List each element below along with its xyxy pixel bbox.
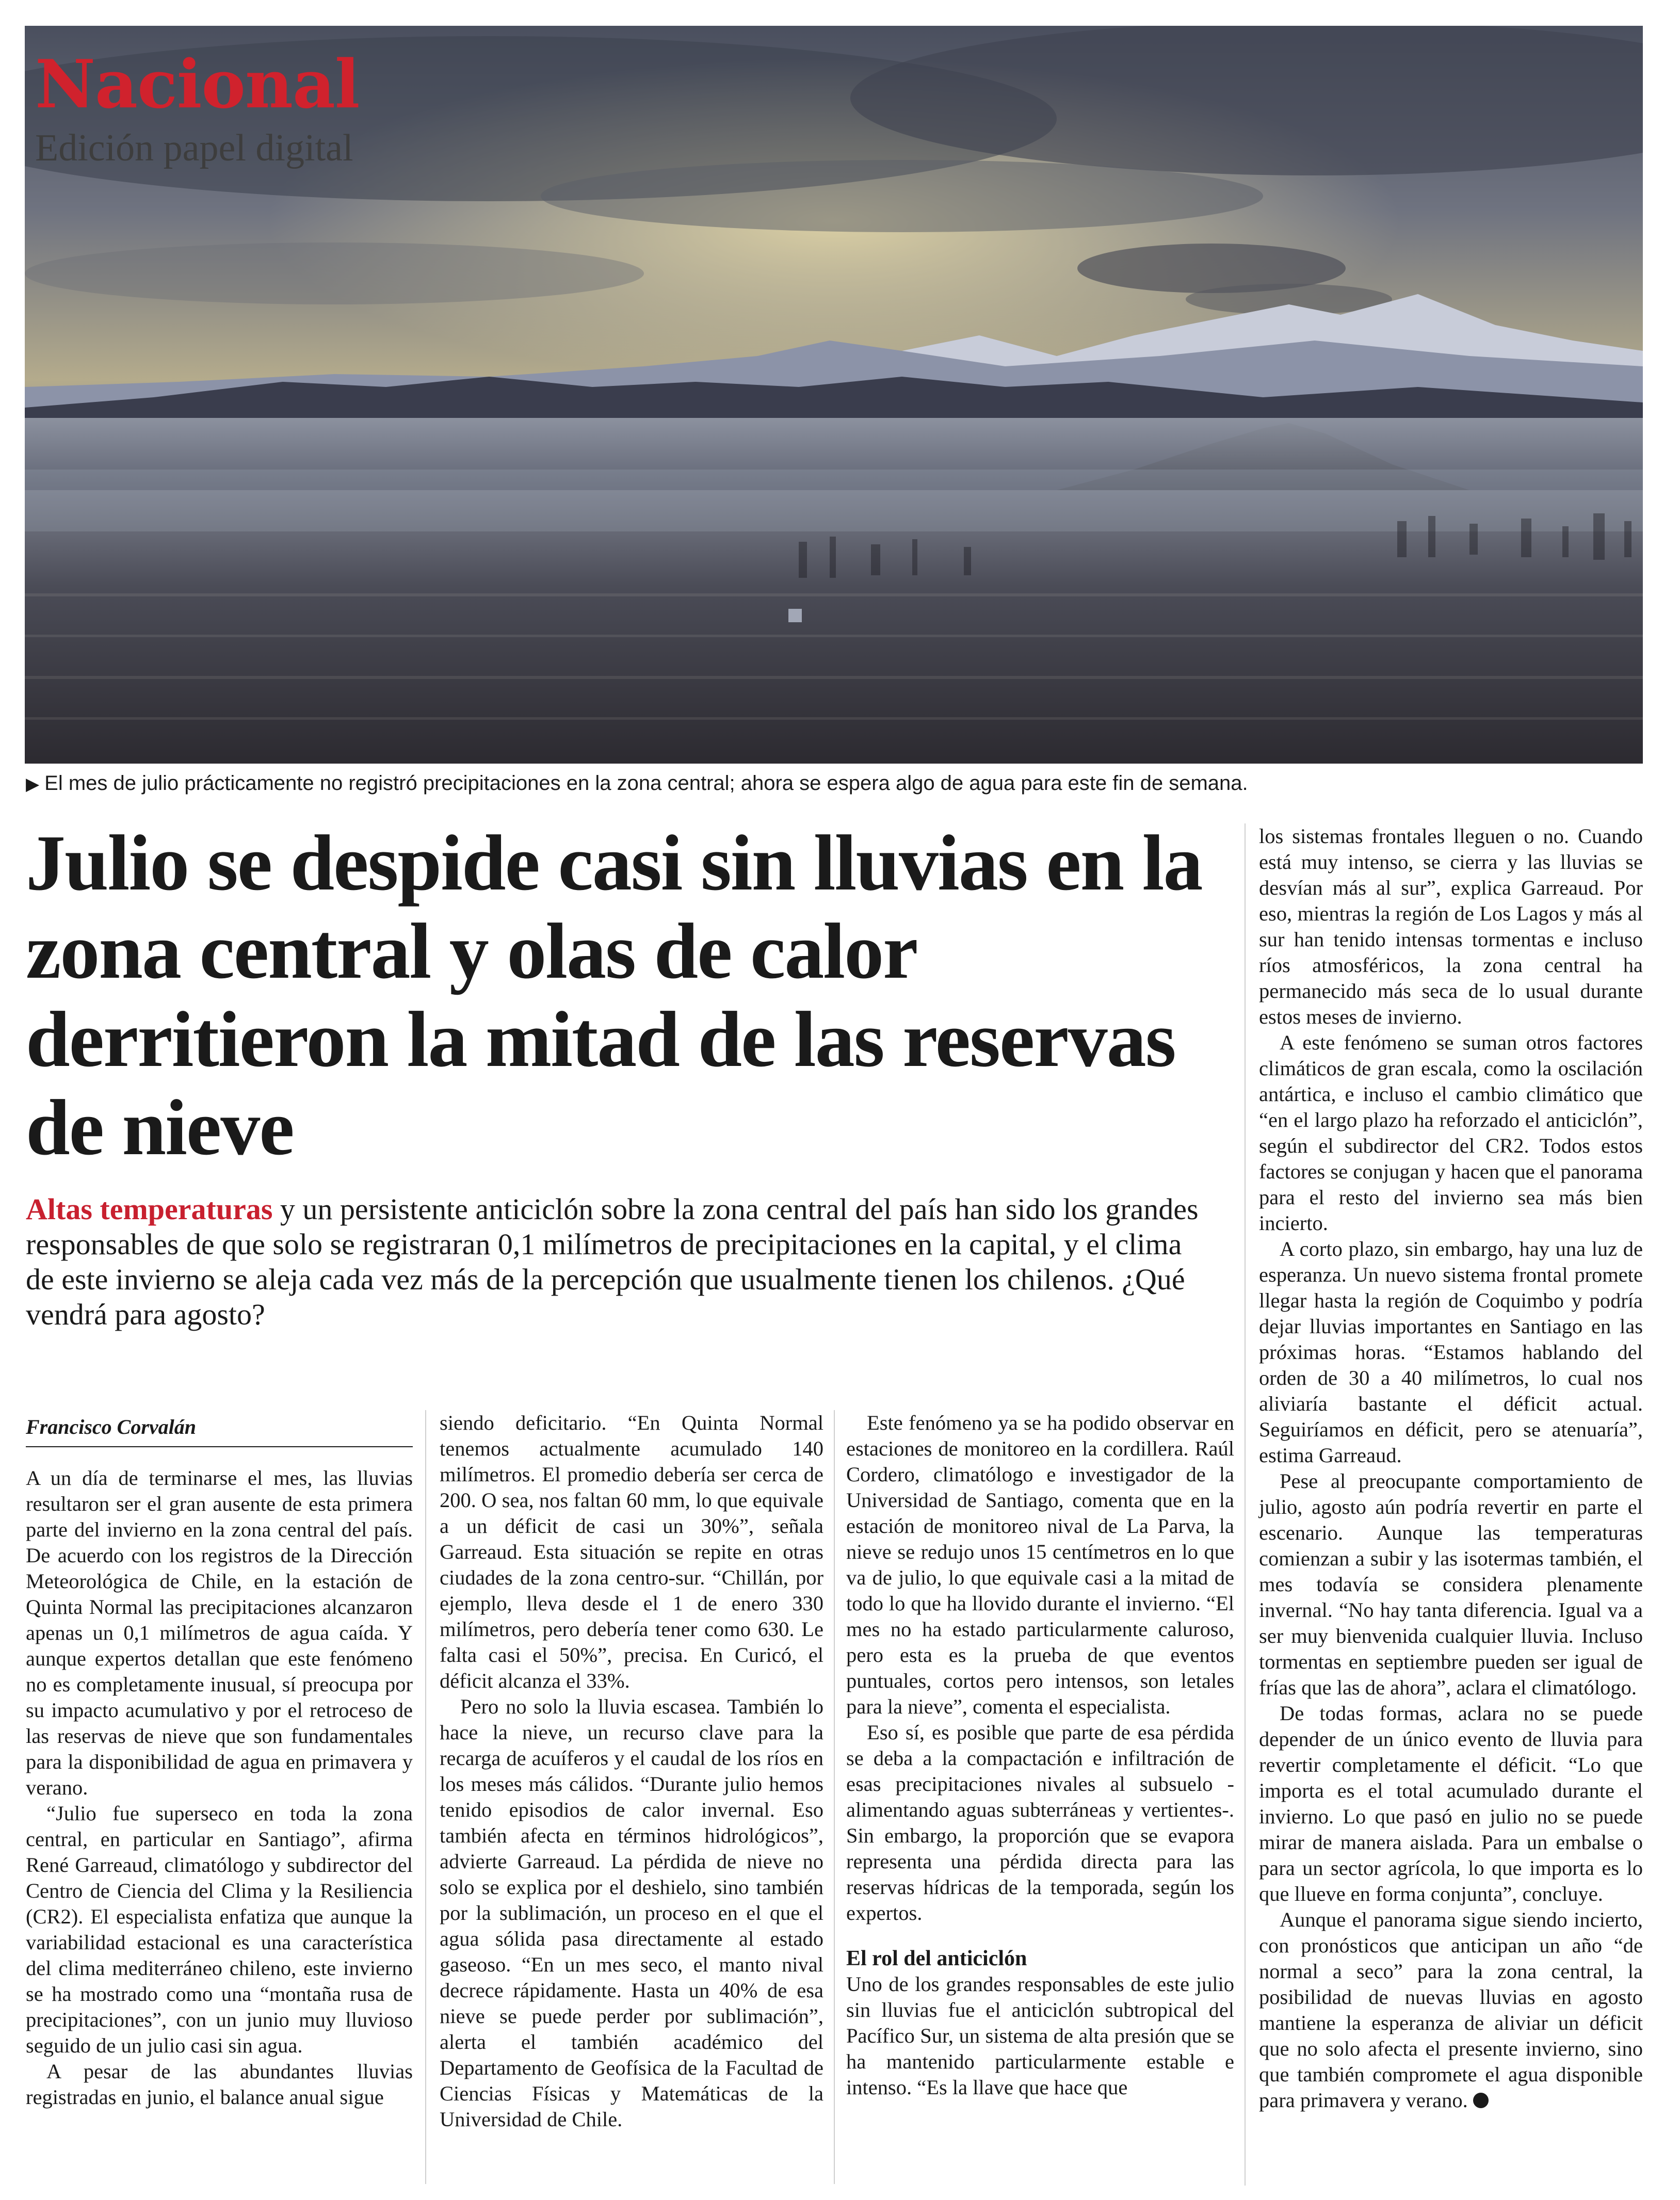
paragraph: Este fenómeno ya se ha podido observar en estaciones de monitoreo en la cordillera. Raúl Cordero, climatólogo e investigador de la Universidad de Santiago, comenta que en la estación de monitoreo nival de La Parva, la nieve se redujo unos 15 centímetros en lo que va de julio, lo que equivale casi a la mitad de todo lo que ha llovido durante el invierno. “El mes no ha estado particularmente caluroso, pero esta es la prueba de que eventos puntuales, cortos pero intensos, son letales para la nieve”, comenta el especialista.	[846, 1411, 1234, 1718]
paragraph: De todas formas, aclara no se puede depender de un único evento de lluvia para revertir completamente el déficit. “Lo que importa es el total acumulado durante el invierno. Lo que pasó en julio no se puede mirar de manera aislada. Para un embalse o para un sector agrícola, lo que importa es lo que llueve en forma conjunta”, concluye.	[1259, 1702, 1643, 1905]
paragraph: A corto plazo, sin embargo, hay una luz de esperanza. Un nuevo sistema frontal promete llegar hasta la región de Coquimbo y podría dejar lluvias importantes en Santiago en las próximas horas. “Estamos hablando del orden de 30 a 40 milímetros, lo cual nos aliviaría bastante el déficit actual. Seguiríamos en déficit, pero se atenuaría”, estima Garreaud.	[1259, 1237, 1643, 1467]
paragraph: Uno de los grandes responsables de este julio sin lluvias fue el anticiclón subtropical del Pacífico Sur, un sistema de alta presión que se ha mantenido particularmente estable e intenso. “Es la llave que hace que	[846, 1972, 1234, 2099]
final-paragraph	[1259, 1907, 1643, 2113]
paragraph: Pese al preocupante comportamiento de julio, agosto aún podría revertir en parte el escenario. Aunque las temperaturas comienzan a subir y las isotermas también, el mes todavía se considera plenamente invernal. “No hay tanta diferencia. Igual va a ser muy bienvenida cualquier lluvia. Incluso tormentas en septiembre pueden ser igual de frías que las de ahora”, aclara el climatólogo.	[1259, 1469, 1643, 1699]
deck-text: y un persistente anticiclón sobre la zona central del país han sido los grandes responsables de que solo se registraran 0,1 milímetros de precipitaciones en la capital, y el clima de este invierno se aleja cada vez más de la percepción que usualmente tienen los chilenos. ¿Qué vendrá para agosto?	[26, 1192, 1199, 1331]
section-subtitle: Edición papel digital	[35, 127, 353, 169]
paragraph: A este fenómeno se suman otros factores climáticos de gran escala, como la oscilación antártica, e incluso el cambio climático que “en el largo plazo ha reforzado el anticiclón”, según el subdirector del CR2. Todos estos factores se conjugan y hacen que el panorama para el resto del invierno sea más bien incierto.	[1259, 1031, 1643, 1235]
column-rule	[1245, 823, 1246, 2186]
paragraph: Eso sí, es posible que parte de esa pérdida se deba a la compactación e infiltración de esas precipitaciones nivales al subsuelo -alimentando aguas subterráneas y vertientes-. Sin embargo, la proporción que se evapora representa una pérdida directa para las reservas hídricas de la temporada, según los expertos.	[846, 1721, 1234, 1924]
article-column-3	[846, 1410, 1234, 2100]
article-column-2	[440, 1410, 823, 2132]
section-header	[35, 46, 360, 169]
paragraph: los sistemas frontales lleguen o no. Cuando está muy intenso, se cierra y las lluvias se desvían más al sur”, explica Garreaud. Por eso, mientras la región de Los Lagos y más al sur han tenido intensas tormentas e incluso ríos atmosféricos, la zona central ha permanecido más seca de lo usual durante estos meses de invierno.	[1259, 824, 1643, 1028]
article-deck	[26, 1192, 1202, 1332]
article-headline: Julio se despide casi sin lluvias en la zona central y olas de calor derritieron la mitad de las reservas de nieve	[26, 819, 1202, 1172]
photo-caption	[26, 772, 1641, 795]
paragraph: Pero no solo la lluvia escasea. También lo hace la nieve, un recurso clave para la recarga de acuíferos y el caudal de los ríos en los meses más cálidos. “Durante julio hemos tenido episodios de calor invernal. Eso también afecta en términos hidrológicos”, advierte Garreaud. La pérdida de nieve no solo se explica por el deshielo, sino también por la sublimación, un proceso en el que el agua sólida pasa directamente al estado gaseoso. “En un mes seco, el manto nival decrece rápidamente. Hasta un 40% de esa nieve se puede perder por sublimación”, alerta el también académico del Departamento de Geofísica de la Facultad de Ciencias Físicas y Matemáticas de la Universidad de Chile.	[440, 1695, 823, 2131]
column-rule	[425, 1410, 426, 2184]
paragraph: A un día de terminarse el mes, las lluvias resultaron ser el gran ausente de esta primera parte del invierno en la zona central del país. De acuerdo con los registros de la Dirección Meteorológica de Chile, en la estación de Quinta Normal las precipitaciones alcanzaron apenas un 0,1 milímetros de agua caída. Y aunque expertos detallan que este fenómeno no es completamente inusual, sí preocupa por su impacto acumulativo y por el retroceso de las reservas de nieve que son fundamentales para la disponibilidad de agua en primavera y verano.	[26, 1466, 413, 1799]
article-subhead: El rol del anticiclón	[846, 1947, 1027, 1970]
article-column-4	[1259, 823, 1643, 2113]
paragraph: siendo deficitario. “En Quinta Normal tenemos actualmente acumulado 140 milímetros. El promedio debería ser cerca de 200. O sea, nos faltan 60 mm, lo que equivale a un déficit de casi un 30%”, señala Garreaud. Esta situación se repite en otras ciudades de la zona centro-sur. “Chillán, por ejemplo, lleva desde el 1 de enero 330 milímetros, pero debería tener como 630. Le falta casi el 50%”, precisa. En Curicó, el déficit alcanza el 33%.	[440, 1411, 823, 1692]
photo-caption-text: El mes de julio prácticamente no registró precipitaciones en la zona central; ahora se espera algo de agua para este fin de semana.	[44, 772, 1248, 795]
paragraph: A pesar de las abundantes lluvias registradas en junio, el balance anual sigue	[26, 2060, 413, 2109]
paragraph: “Julio fue superseco en toda la zona central, en particular en Santiago”, afirma René Garreaud, climatólogo y subdirector del Centro de Ciencia del Clima y la Resiliencia (CR2). El especialista enfatiza que aunque la variabilidad estacional es una característica del clima mediterráneo chileno, este invierno se ha mostrado como una “montaña rusa de precipitaciones”, con un junio muy lluvioso seguido de un julio casi sin agua.	[26, 1802, 413, 2057]
section-title: Nacional	[35, 46, 360, 123]
article-column-1	[26, 1465, 413, 2110]
column-rule	[834, 1410, 835, 2184]
deck-lead: Altas temperaturas	[26, 1192, 273, 1226]
paragraph-text: Aunque el panorama sigue siendo incierto, con pronósticos que anticipan un año “de normal a seco” para la zona central, la posibilidad de nuevas lluvias en agosto mantiene la esperanza de aliviar un déficit que no solo afecta el presente invierno, sino que también compromete el agua disponible para primavera y verano.	[1259, 1908, 1643, 2112]
triangle-right-icon: ▶	[26, 774, 40, 794]
byline: Francisco Corvalán	[26, 1415, 413, 1447]
end-of-article-dot-icon	[1473, 2093, 1489, 2108]
